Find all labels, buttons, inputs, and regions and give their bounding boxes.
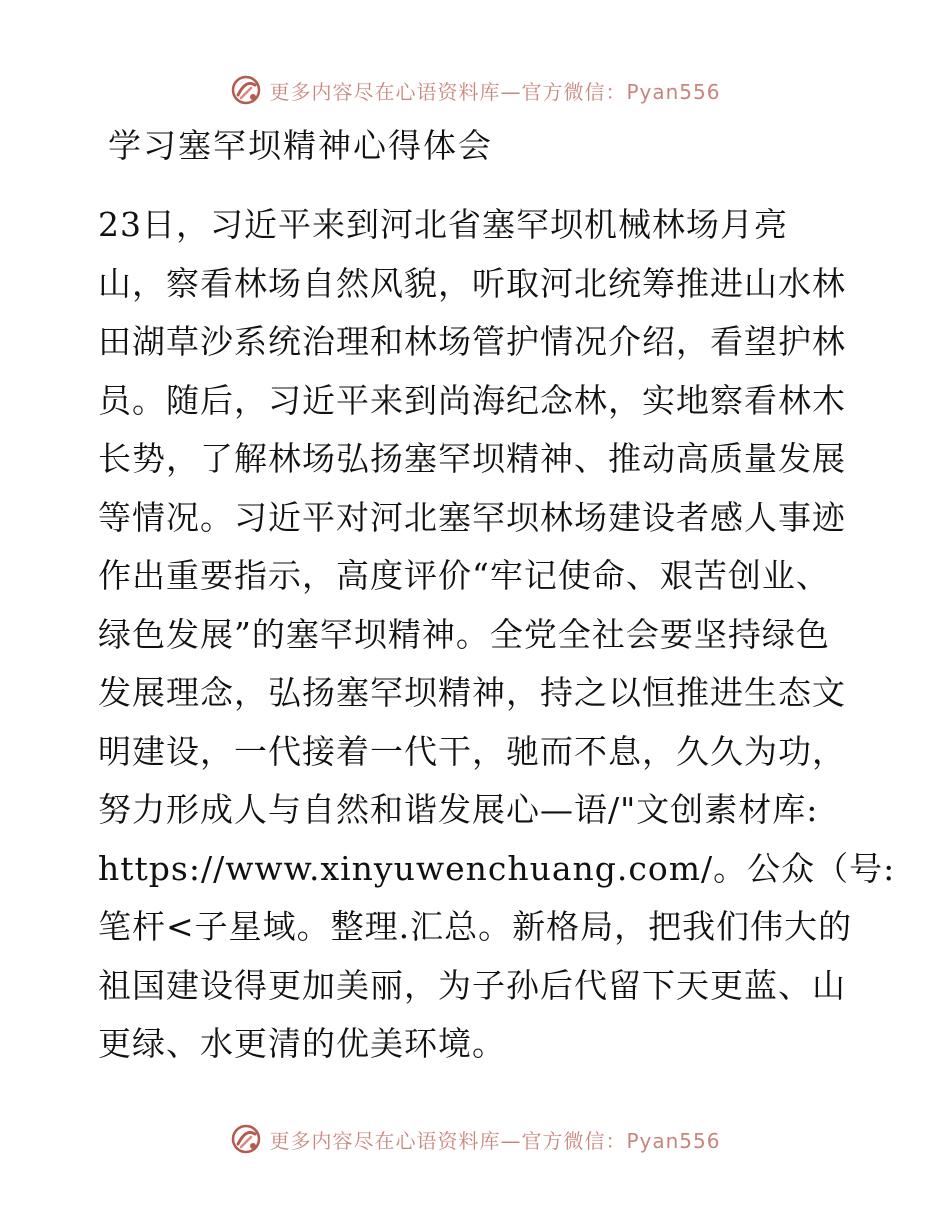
header-banner: [0, 70, 950, 110]
body-line: https://www.xinyuwenchuang.com/。公众（号:: [98, 848, 896, 888]
body-line: 员。随后，习近平来到尚海纪念林，实地察看林木: [98, 380, 846, 420]
body-line: 长势，了解林场弘扬塞罕坝精神、推动高质量发展: [98, 439, 846, 478]
document-title: 学习塞罕坝精神心得体会: [108, 126, 493, 165]
body-line: 更绿、水更清的优美环境。: [98, 1024, 506, 1063]
xinyu-logo-icon: [229, 73, 263, 107]
body-line: 明建设，一代接着一代干，驰而不息，久久为功，: [98, 731, 846, 771]
footer-banner-text: 更多内容尽在心语资料库—官方微信：Pyan556: [269, 1128, 721, 1153]
body-line: 绿色发展”的塞罕坝精神。全党全社会要坚持绿色: [98, 614, 830, 654]
body-line: 作出重要指示，高度评价“牢记使命、艰苦创业、: [98, 556, 830, 595]
body-line: 祖国建设得更加美丽，为子孙后代留下天更蓝、山: [98, 965, 846, 1005]
body-line: 田湖草沙系统治理和林场管护情况介绍，看望护林: [98, 322, 846, 361]
body-line: 笔杆<子星域。整理.汇总。新格局，把我们伟大的: [98, 907, 853, 946]
body-line: 发展理念，弘扬塞罕坝精神，持之以恒推进生态文: [98, 673, 846, 712]
body-line: 23日，习近平来到河北省塞罕坝机械林场月亮: [98, 205, 788, 244]
document-body: [98, 196, 896, 1074]
xinyu-logo-icon: [229, 1122, 263, 1156]
header-banner-text: 更多内容尽在心语资料库—官方微信：Pyan556: [269, 79, 721, 104]
body-line: 努力形成人与自然和谐发展心—语/"文创素材库:: [98, 790, 819, 829]
footer-banner: [0, 1119, 950, 1159]
body-line: 山，察看林场自然风貌，听取河北统筹推进山水林: [98, 263, 846, 303]
body-line: 等情况。习近平对河北塞罕坝林场建设者感人事迹: [98, 497, 846, 537]
